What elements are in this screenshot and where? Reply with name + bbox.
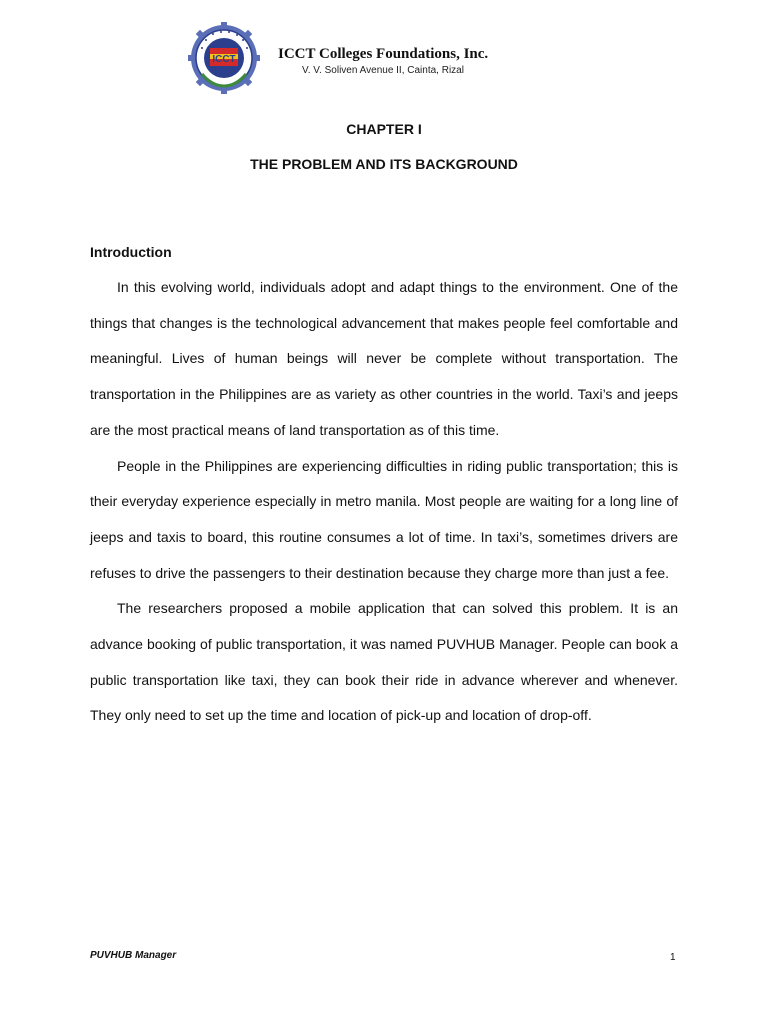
body-text (90, 270, 678, 734)
chapter-title: THE PROBLEM AND ITS BACKGROUND (250, 156, 518, 172)
logo-center-text: ICCT (212, 54, 236, 65)
icct-seal-logo-icon (188, 22, 260, 94)
footer-title: PUVHUB Manager (90, 950, 177, 961)
paragraph: The researchers proposed a mobile application that can solved this problem. It is an advance booking of public transportation, it was named PUVHUB Manager. People can book a public transportation like taxi, they can book their ride in advance wherever and whenever. They only need to set up the time and location of pick-up and location of drop-off. (90, 600, 678, 724)
chapter-label: CHAPTER I (346, 121, 422, 137)
paragraph: In this evolving world, individuals adopt and adapt things to the environment. One of the things that changes is the technological advancement that makes people feel comfortable and meaningful. Lives of human beings will never be complete without transportation. The transportation in the Philippines are as variety as other countries in the world. Taxi’s and jeeps are the most practical means of land transportation as of this time. (90, 279, 678, 438)
letterhead (188, 22, 548, 102)
organization-name: ICCT Colleges Foundations, Inc. (278, 46, 489, 62)
paragraph: People in the Philippines are experiencing difficulties in riding public transportation; this is their everyday experience especially in metro manila. Most people are waiting for a long line of jeeps and taxis to board, this routine consumes a lot of time. In taxi’s, sometimes drivers are refuses to drive the passengers to their destination because they charge more than just a fee. (90, 457, 678, 581)
organization-address: V. V. Soliven Avenue II, Cainta, Rizal (302, 65, 464, 76)
page-number: 1 (670, 952, 676, 963)
section-heading: Introduction (90, 244, 172, 260)
